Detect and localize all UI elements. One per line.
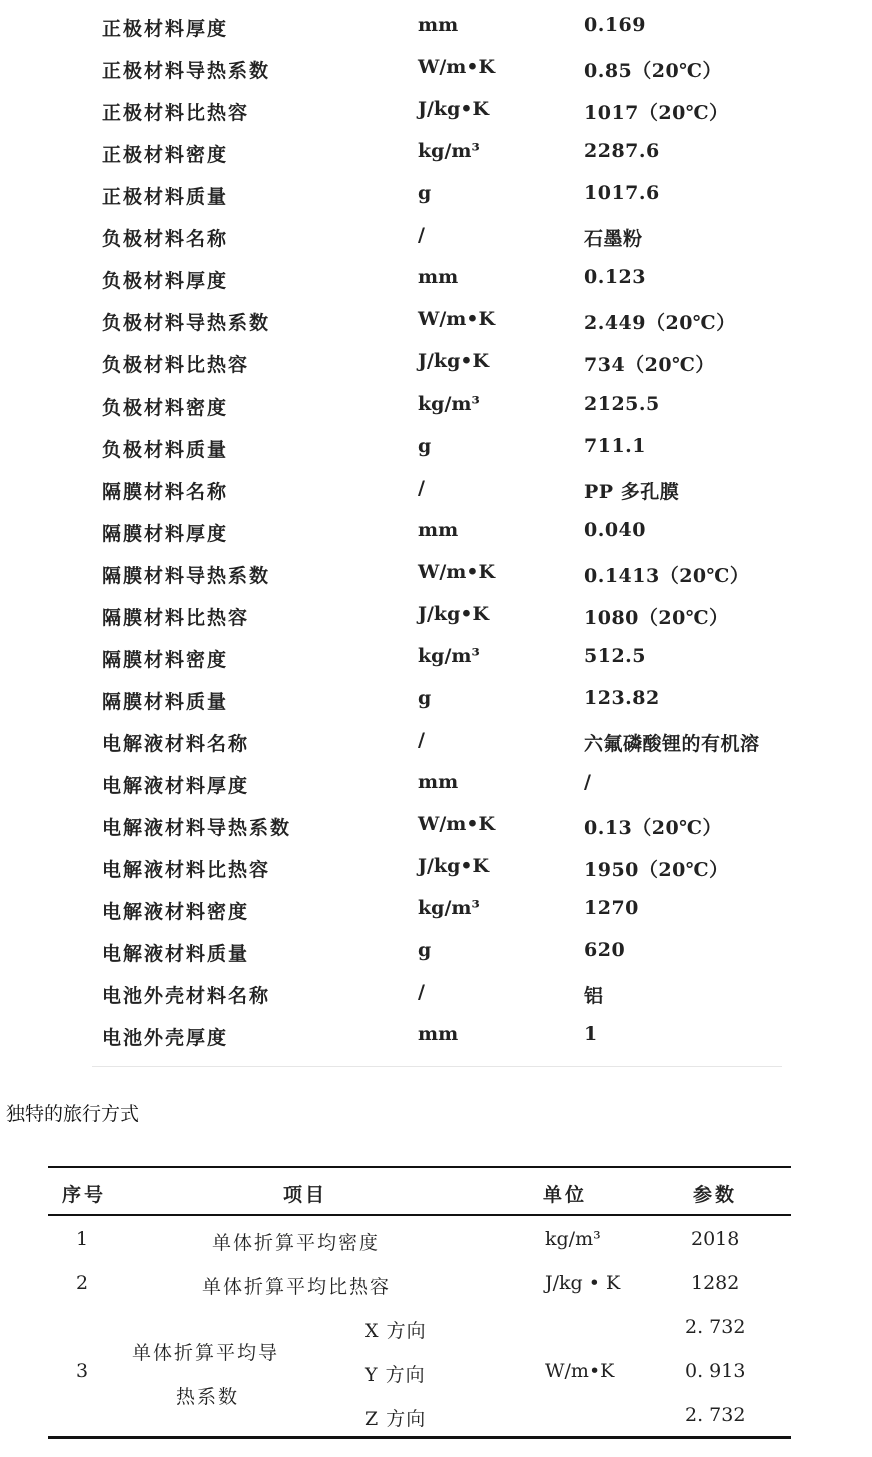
row1-index: 1 [76,1228,89,1250]
parameter-value: 711.1 [584,434,646,457]
table-row [0,76,872,125]
parameter-name: 电池外壳材料名称 [102,985,271,1008]
parameter-name: 正极材料导热系数 [102,60,271,83]
parameter-value: 0.040 [584,518,646,541]
table-row [0,118,872,167]
parameter-name: 正极材料厚度 [102,18,229,40]
row1-unit: kg/m³ [545,1228,601,1250]
header-index: 序号 [62,1184,107,1206]
table-edge [92,1066,782,1067]
parameter-unit: g [418,434,432,457]
parameter-name: 电解液材料导热系数 [102,817,292,840]
parameter-name: 电解液材料名称 [102,733,250,756]
table-row [0,0,872,40]
parameter-value: 1950（20℃） [584,859,729,882]
header-item: 项目 [283,1184,328,1206]
table-row [0,707,872,756]
table-row [0,1001,872,1050]
parameter-value: 0.85（20℃） [584,60,722,83]
table-row [0,959,872,1008]
table-row [0,749,872,798]
parameter-value: 1270 [584,897,639,920]
parameter-value: 铝 [584,985,604,1008]
row1-item: 单体折算平均密度 [212,1232,381,1254]
parameter-name: 隔膜材料质量 [102,690,229,713]
parameter-value: / [584,771,592,794]
table-row [0,34,872,83]
parameter-unit: kg/m³ [418,392,480,415]
row2-index: 2 [76,1272,89,1294]
row1-value: 2018 [691,1228,740,1250]
parameter-value: 734（20℃） [584,354,715,377]
parameter-value: PP 多孔膜 [584,480,680,503]
equivalent-parameter-table [48,1166,791,1440]
parameter-value: 六氟磷酸锂的有机溶 [584,733,760,756]
header-param: 参数 [693,1184,738,1206]
parameter-value: 0.123 [584,266,646,289]
row3-unit: W/m•K [545,1360,615,1382]
parameter-name: 正极材料密度 [102,144,229,167]
table-row [0,875,872,924]
parameter-unit: mm [418,266,459,289]
parameter-value: 2.449（20℃） [584,312,736,335]
parameter-unit: W/m•K [418,560,496,583]
parameter-name: 隔膜材料导热系数 [102,564,271,587]
row2-value: 1282 [691,1272,740,1294]
parameter-value: 123.82 [584,686,660,709]
parameter-unit: kg/m³ [418,897,480,920]
parameter-name: 隔膜材料比热容 [102,606,250,629]
parameter-value: 0.13（20℃） [584,817,722,840]
row3-z-direction: Z 方向 [365,1408,427,1430]
parameter-value: 1080（20℃） [584,606,729,629]
parameter-unit: W/m•K [418,813,496,836]
parameter-value: 1017（20℃） [584,102,729,125]
parameter-unit: mm [418,14,459,36]
parameter-unit: J/kg•K [418,98,490,121]
parameter-unit: kg/m³ [418,140,480,163]
parameter-unit: W/m•K [418,308,496,331]
parameter-name: 负极材料比热容 [102,354,250,377]
row2-unit: J/kg • K [545,1272,621,1294]
table-top-rule [48,1166,791,1168]
parameter-unit: J/kg•K [418,855,490,878]
row3-x-direction: X 方向 [365,1320,427,1342]
parameter-name: 负极材料导热系数 [102,312,271,335]
table-row [0,539,872,587]
table-row [0,497,872,545]
parameter-unit: J/kg•K [418,602,490,625]
parameter-name: 隔膜材料名称 [102,480,229,503]
parameter-name: 隔膜材料厚度 [102,522,229,545]
parameter-unit: / [418,476,425,499]
table-row [0,623,872,671]
parameter-value: 0.169 [584,14,646,36]
parameter-name: 隔膜材料密度 [102,648,229,671]
parameter-value: 1017.6 [584,182,660,205]
table-row [0,455,872,503]
parameter-name: 正极材料质量 [102,186,229,209]
parameter-name: 负极材料密度 [102,396,229,419]
header-unit: 单位 [543,1184,588,1206]
table-row [0,371,872,419]
parameter-name: 负极材料质量 [102,438,229,461]
table-row [0,917,872,966]
table-row [0,413,872,461]
table-row [0,328,872,377]
parameter-unit: W/m•K [418,56,496,79]
parameter-name: 正极材料比热容 [102,102,250,125]
row3-item-line2: 热系数 [176,1386,240,1408]
parameter-unit: g [418,939,432,962]
row3-y-direction: Y 方向 [365,1364,426,1386]
parameter-unit: mm [418,518,459,541]
table-bottom-rule [48,1436,791,1439]
parameter-unit: mm [418,1023,459,1046]
parameter-unit: / [418,729,425,752]
parameter-value: 1 [584,1023,598,1046]
parameter-name: 电解液材料质量 [102,943,250,966]
table-row [0,581,872,629]
parameter-value: 0.1413（20℃） [584,564,750,587]
parameter-name: 负极材料厚度 [102,270,229,293]
parameter-unit: mm [418,771,459,794]
row3-x-value: 2. 732 [685,1316,746,1338]
parameter-name: 负极材料名称 [102,228,229,251]
parameter-unit: g [418,686,432,709]
parameter-value: 512.5 [584,644,646,667]
parameter-name: 电池外壳厚度 [102,1027,229,1050]
parameter-name: 电解液材料密度 [102,901,250,924]
caption-text: 独特的旅行方式 [6,1103,140,1125]
parameter-unit: / [418,981,425,1004]
table-row [0,202,872,251]
parameter-unit: / [418,224,425,247]
row3-index: 3 [76,1360,89,1382]
table-header-rule [48,1214,791,1216]
parameter-value: 2287.6 [584,140,660,163]
row3-item-line1: 单体折算平均导 [132,1342,280,1364]
parameter-value: 2125.5 [584,392,660,415]
parameter-name: 电解液材料比热容 [102,859,271,882]
table-row [0,286,872,335]
table-row [0,833,872,882]
table-row [0,160,872,209]
row3-z-value: 2. 732 [685,1404,746,1426]
table-row [0,665,872,713]
parameter-unit: kg/m³ [418,644,480,667]
parameter-unit: J/kg•K [418,350,490,373]
row3-y-value: 0. 913 [685,1360,746,1382]
parameter-value: 620 [584,939,626,962]
parameter-value: 石墨粉 [584,228,643,251]
row2-item: 单体折算平均比热容 [202,1276,392,1298]
table-row [0,244,872,293]
parameter-unit: g [418,182,432,205]
table-row [0,791,872,840]
parameter-name: 电解液材料厚度 [102,775,250,798]
